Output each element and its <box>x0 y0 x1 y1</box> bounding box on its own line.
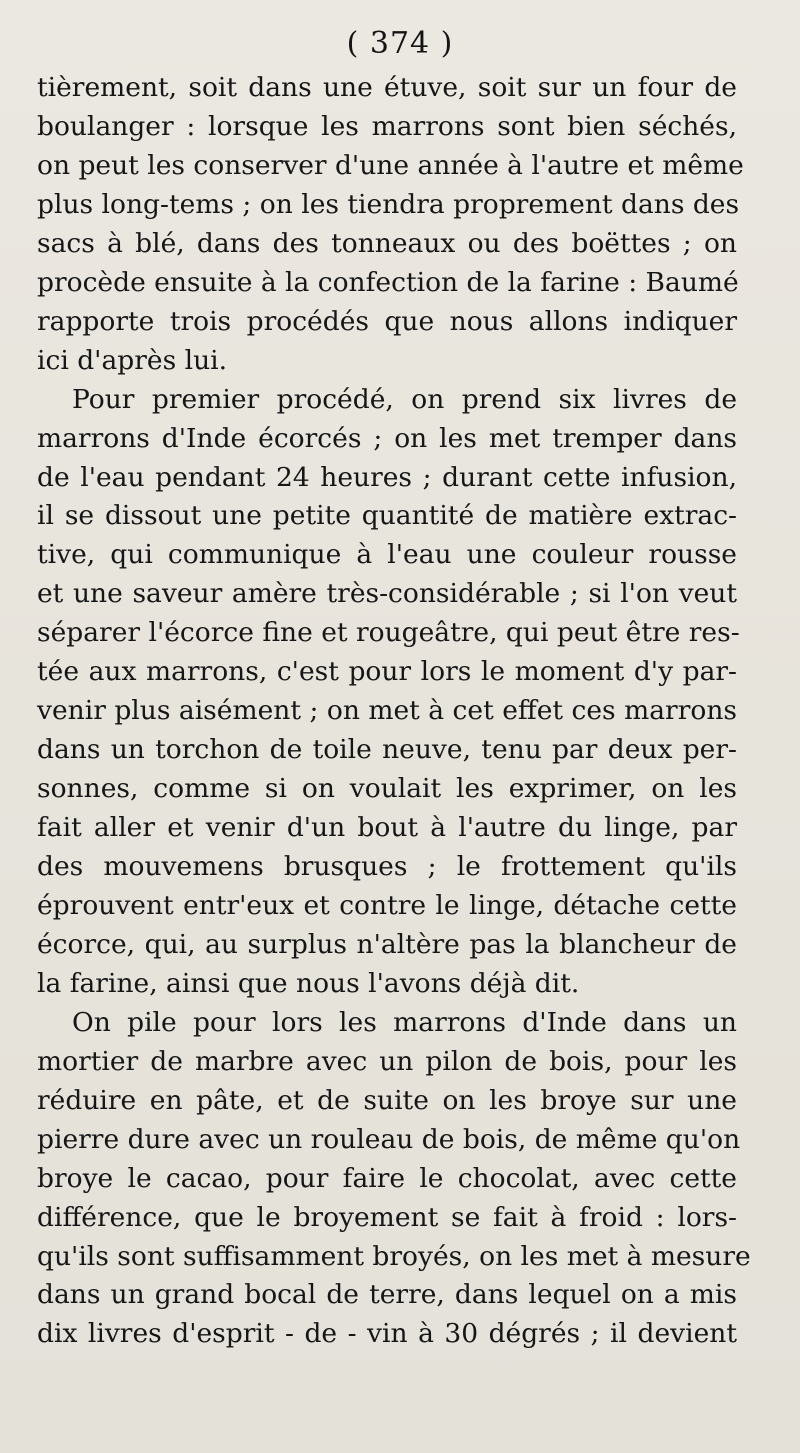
text-line: tive, qui communique à l'eau une couleur rousse <box>37 539 737 571</box>
text-line: dans un grand bocal de terre, dans lequel on a mis <box>37 1279 737 1311</box>
text-line: dans un torchon de toile neuve, tenu par deux per- <box>37 734 737 766</box>
text-line: marrons d'Inde écorcés ; on les met tremper dans <box>37 422 737 454</box>
text-line: plus long-tems ; on les tiendra proprement dans des <box>37 188 740 220</box>
text-line: On pile pour lors les marrons d'Inde dans un <box>72 1006 737 1038</box>
text-line: broye le cacao, pour faire le chocolat, avec cette <box>37 1162 737 1194</box>
text-line: procède ensuite à la confection de la farine : Baumé <box>37 266 739 298</box>
text-line: sonnes, comme si on voulait les exprimer, on les <box>37 773 737 805</box>
text-line: différence, que le broyement se fait à froid : lors- <box>37 1201 737 1233</box>
text-line: mortier de marbre avec un pilon de bois, pour les <box>37 1045 737 1077</box>
page-number: ( 374 ) <box>346 26 454 61</box>
text-line: de l'eau pendant 24 heures ; durant cette infusion, <box>37 461 737 493</box>
text-line: écorce, qui, au surplus n'altère pas la blancheur de <box>37 928 737 960</box>
text-line: fait aller et venir d'un bout à l'autre du linge, par <box>37 812 737 844</box>
text-line: séparer l'écorce fine et rougeâtre, qui peut être res- <box>37 617 740 649</box>
text-line: des mouvemens brusques ; le frottement qu'ils <box>37 851 737 882</box>
text-line: tièrement, soit dans une étuve, soit sur un four de <box>37 72 737 103</box>
text-line: la farine, ainsi que nous l'avons déjà dit. <box>37 967 580 999</box>
text-line: qu'ils sont suffisamment broyés, on les met à mesure <box>37 1240 751 1272</box>
text-line: réduire en pâte, et de suite on les broye sur une <box>37 1084 737 1116</box>
text-line: on peut les conserver d'une année à l'autre et même <box>37 149 744 181</box>
text-line: boulanger : lorsque les marrons sont bien séchés, <box>37 110 737 142</box>
text-line: et une saveur amère très-considérable ; si l'on veut <box>37 578 737 610</box>
text-line: Pour premier procédé, on prend six livres de <box>72 383 737 415</box>
text-line: rapporte trois procédés que nous allons indiquer <box>37 305 737 337</box>
text-line: pierre dure avec un rouleau de bois, de même qu'on <box>37 1123 741 1155</box>
text-line: ici d'après lui. <box>37 344 228 376</box>
text-line: tée aux marrons, c'est pour lors le moment d'y par- <box>37 656 737 688</box>
text-line: venir plus aisément ; on met à cet effet ces marrons <box>37 695 737 727</box>
text-line: sacs à blé, dans des tonneaux ou des boëttes ; on <box>37 227 737 259</box>
text-line: éprouvent entr'eux et contre le linge, détache cette <box>37 889 737 921</box>
text-line: dix livres d'esprit - de - vin à 30 dégrés ; il devient <box>37 1318 737 1350</box>
text-line: il se dissout une petite quantité de matière extrac- <box>37 500 737 532</box>
